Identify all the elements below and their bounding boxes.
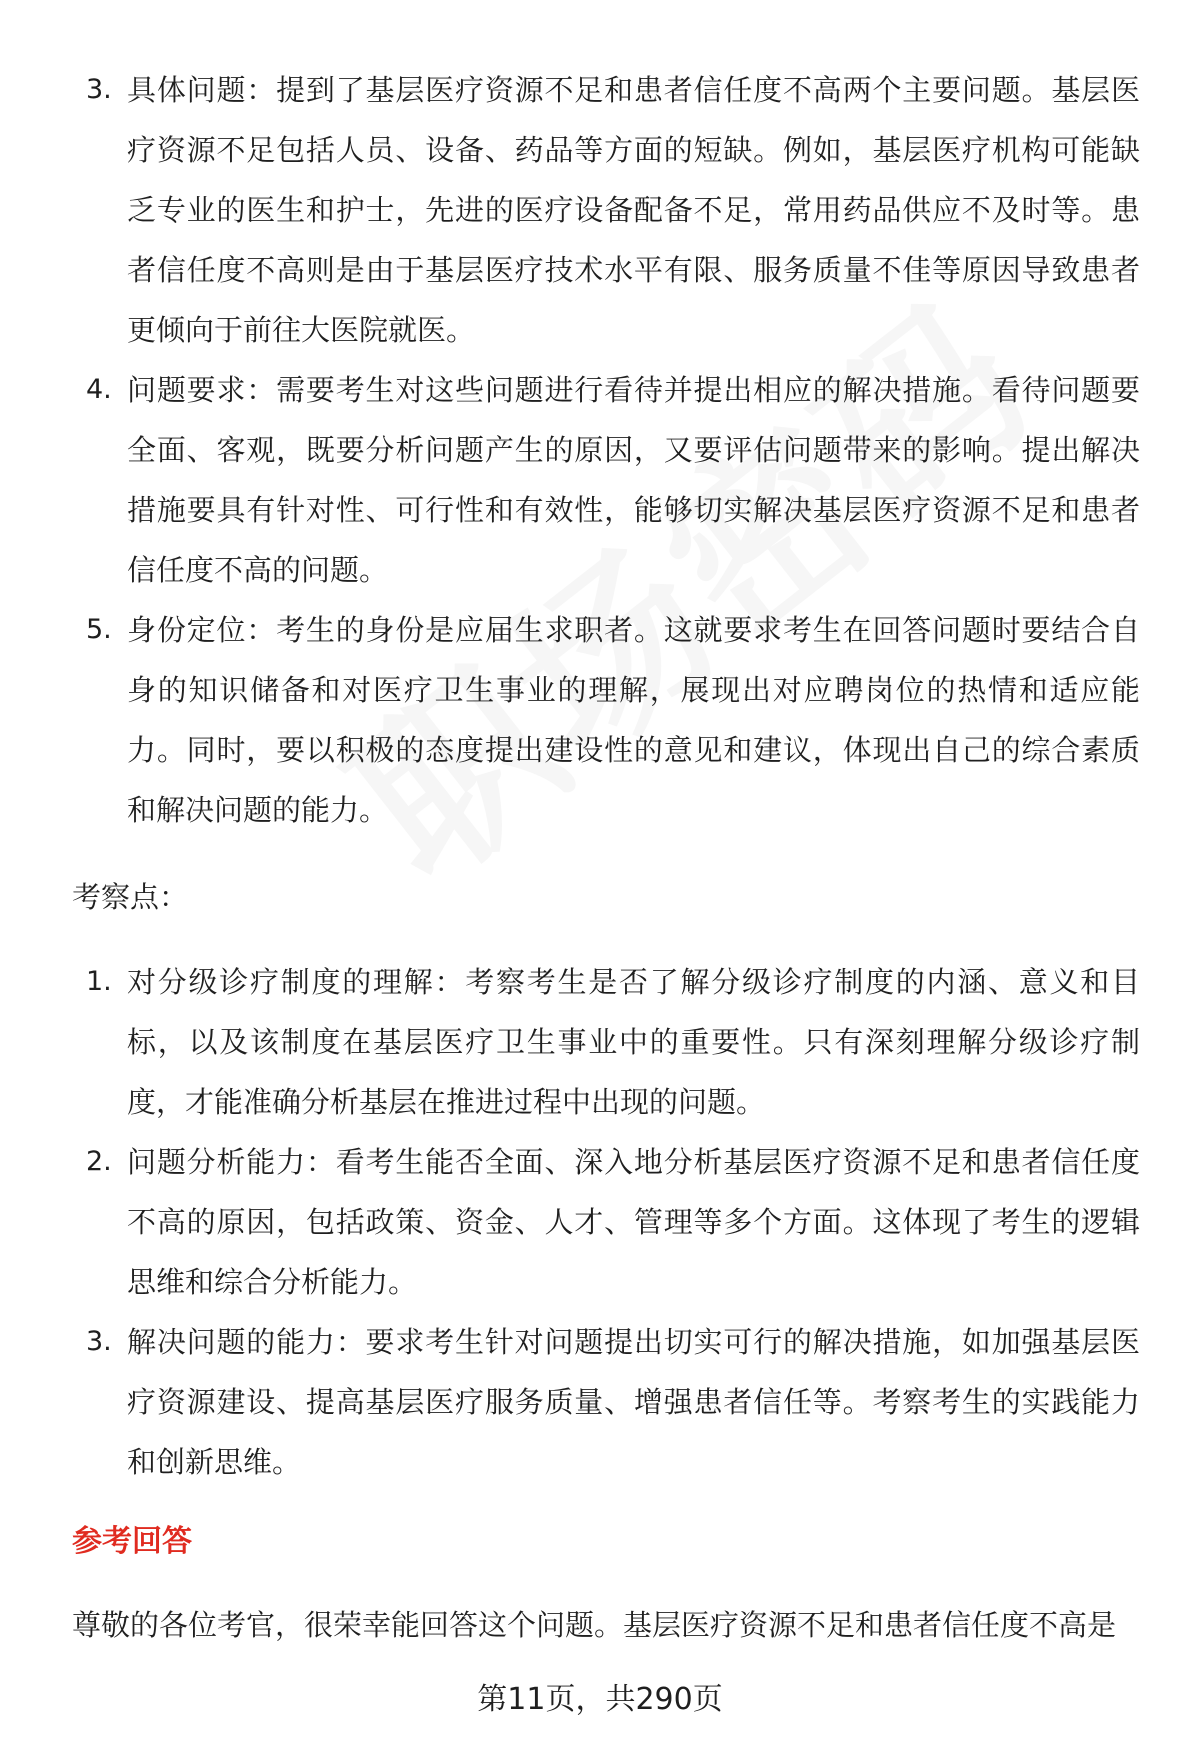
list-text: 问题要求：需要考生对这些问题进行看待并提出相应的解决措施。看待问题要全面、客观，既要分析问题产生的原因，又要评估问题带来的影响。提出解决措施要具有针对性、可行性和有效性，能够切实解决基层医疗资源不足和患者信任度不高的问题。 [127, 373, 1140, 587]
list-item [0, 952, 1200, 1132]
list-item [0, 600, 1200, 840]
list-number: 4. [86, 374, 112, 405]
list-item [0, 360, 1200, 600]
analysis-list [0, 60, 1200, 840]
list-item [0, 60, 1200, 360]
list-number: 3. [86, 74, 112, 105]
list-number: 1. [86, 966, 112, 997]
page-number: 第11页，共290页 [477, 1682, 723, 1717]
kaocha-heading: 考察点： [72, 880, 189, 914]
list-number: 5. [86, 614, 112, 645]
list-item [0, 1132, 1200, 1312]
list-item [0, 1312, 1200, 1492]
reference-answer-heading: 参考回答 [72, 1524, 192, 1559]
answer-paragraph: 尊敬的各位考官，很荣幸能回答这个问题。基层医疗资源不足和患者信任度不高是 [72, 1608, 1117, 1642]
kaocha-list [0, 952, 1200, 1492]
list-text: 问题分析能力：看考生能否全面、深入地分析基层医疗资源不足和患者信任度不高的原因，包括政策、资金、人才、管理等多个方面。这体现了考生的逻辑思维和综合分析能力。 [127, 1145, 1140, 1299]
list-text: 具体问题：提到了基层医疗资源不足和患者信任度不高两个主要问题。基层医疗资源不足包括人员、设备、药品等方面的短缺。例如，基层医疗机构可能缺乏专业的医生和护士，先进的医疗设备配备不足，常用药品供应不及时等。患者信任度不高则是由于基层医疗技术水平有限、服务质量不佳等原因导致患者更倾向于前往大医院就医。 [127, 73, 1140, 347]
list-text: 解决问题的能力：要求考生针对问题提出切实可行的解决措施，如加强基层医疗资源建设、提高基层医疗服务质量、增强患者信任等。考察考生的实践能力和创新思维。 [127, 1325, 1140, 1479]
list-text: 对分级诊疗制度的理解：考察考生是否了解分级诊疗制度的内涵、意义和目标，以及该制度在基层医疗卫生事业中的重要性。只有深刻理解分级诊疗制度，才能准确分析基层在推进过程中出现的问题。 [127, 965, 1140, 1119]
list-number: 3. [86, 1326, 112, 1357]
list-text: 身份定位：考生的身份是应届生求职者。这就要求考生在回答问题时要结合自身的知识储备和对医疗卫生事业的理解，展现出对应聘岗位的热情和适应能力。同时，要以积极的态度提出建设性的意见和建议，体现出自己的综合素质和解决问题的能力。 [127, 613, 1140, 827]
list-number: 2. [86, 1146, 112, 1177]
